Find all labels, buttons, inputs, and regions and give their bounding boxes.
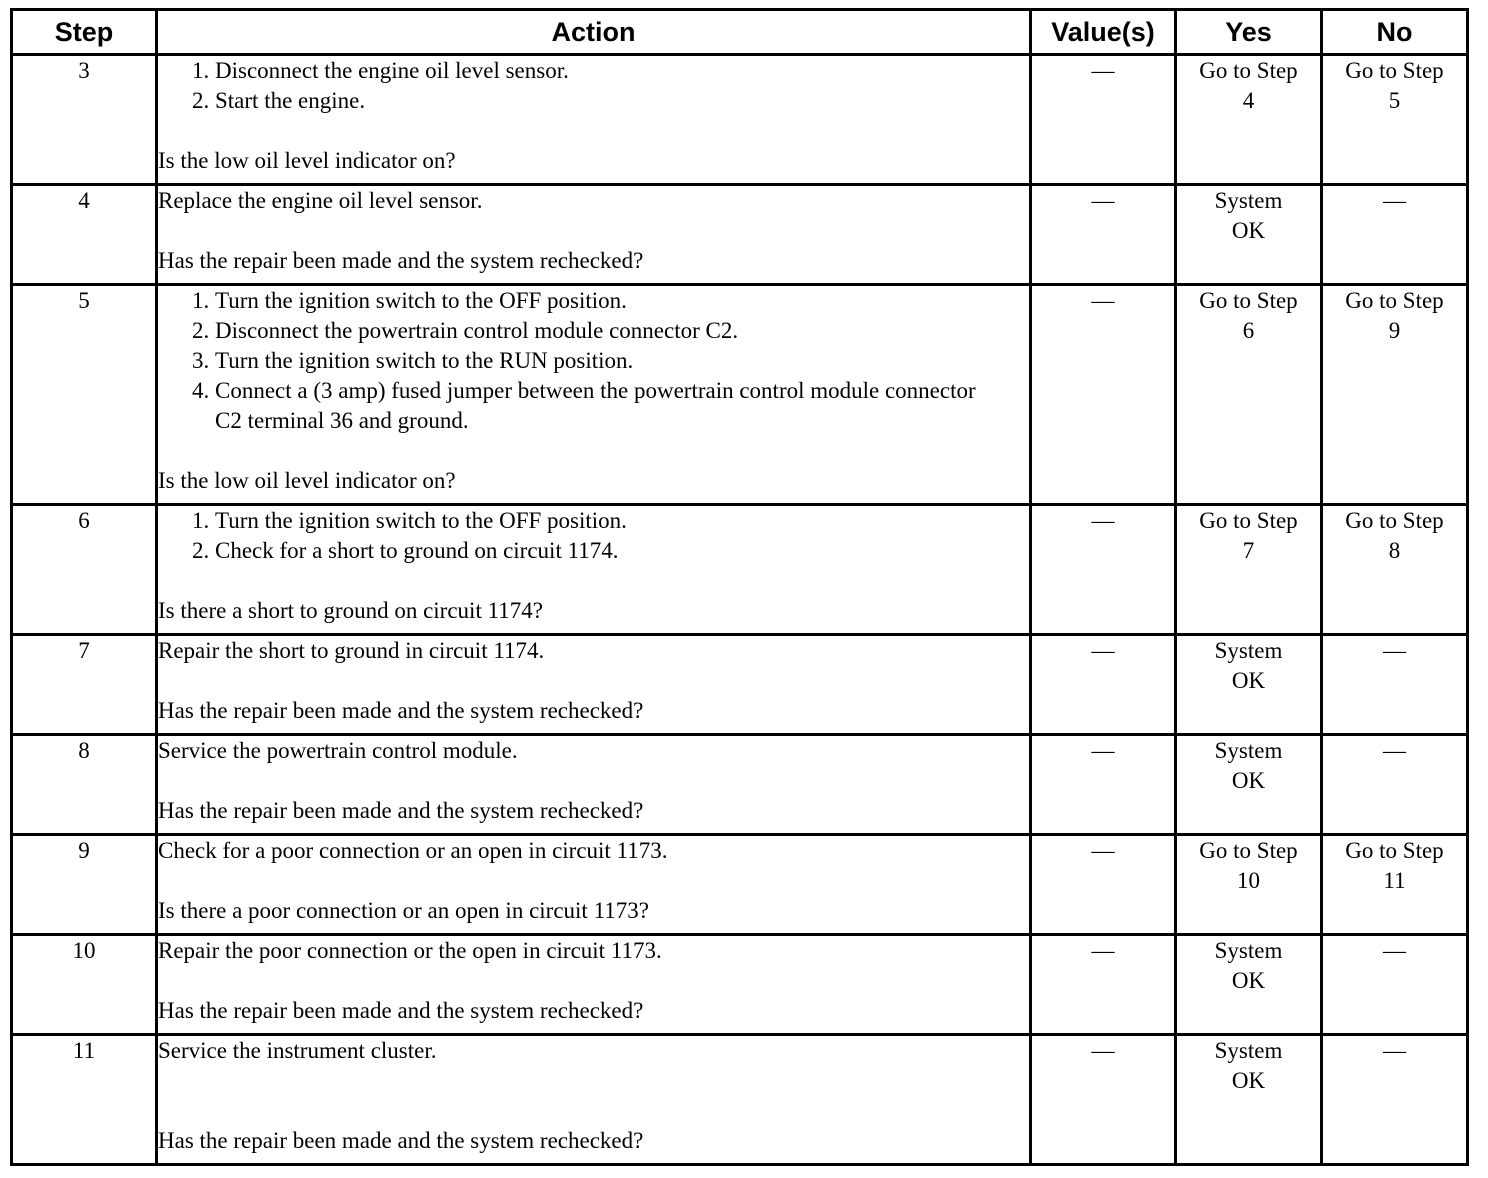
yes-line: System	[1214, 738, 1283, 763]
action-question: Has the repair been made and the system rechecked?	[158, 248, 644, 273]
step-number: 3	[12, 55, 157, 185]
header-row	[12, 10, 1468, 55]
yes-cell	[1176, 935, 1322, 1035]
yes-line: OK	[1231, 668, 1266, 693]
table-row	[12, 735, 1468, 835]
yes-line: Go to Step	[1199, 58, 1298, 83]
no-cell	[1322, 735, 1468, 835]
action-step: 2. Check for a short to ground on circuit 1174.	[215, 536, 1029, 566]
action-question: Is there a poor connection or an open in circuit 1173?	[158, 898, 649, 923]
yes-line: 10	[1237, 868, 1260, 893]
action-question: Has the repair been made and the system rechecked?	[158, 698, 644, 723]
yes-line: 7	[1242, 538, 1255, 563]
value-cell: —	[1031, 735, 1176, 835]
table-row	[12, 505, 1468, 635]
no-line: 5	[1388, 88, 1401, 113]
no-line: —	[1383, 938, 1406, 963]
action-cell	[157, 185, 1031, 285]
action-step: 2. Disconnect the powertrain control module connector C2.	[215, 316, 1029, 346]
action-text: Replace the engine oil level sensor.	[158, 188, 483, 213]
value-cell: —	[1031, 505, 1176, 635]
action-steps	[158, 506, 1029, 566]
value-cell: —	[1031, 835, 1176, 935]
no-cell	[1322, 935, 1468, 1035]
action-cell	[157, 835, 1031, 935]
header-no: No	[1322, 10, 1468, 55]
no-line: Go to Step	[1345, 508, 1444, 533]
table-row	[12, 1035, 1468, 1165]
value-cell: —	[1031, 635, 1176, 735]
yes-cell	[1176, 735, 1322, 835]
no-line: 9	[1388, 318, 1401, 343]
step-number: 6	[12, 505, 157, 635]
action-cell	[157, 735, 1031, 835]
yes-line: Go to Step	[1199, 838, 1298, 863]
value-cell: —	[1031, 1035, 1176, 1165]
no-cell	[1322, 835, 1468, 935]
no-cell	[1322, 635, 1468, 735]
yes-line: Go to Step	[1199, 288, 1298, 313]
action-question: Has the repair been made and the system rechecked?	[158, 1128, 644, 1153]
no-line: Go to Step	[1345, 288, 1444, 313]
no-cell	[1322, 55, 1468, 185]
action-text: Service the powertrain control module.	[158, 738, 518, 763]
no-line: 11	[1383, 868, 1406, 893]
action-step: 4. Connect a (3 amp) fused jumper between the powertrain control module connector C2 terminal 36 and ground.	[215, 376, 1029, 436]
yes-line: System	[1214, 638, 1283, 663]
table-row	[12, 835, 1468, 935]
step-number: 8	[12, 735, 157, 835]
yes-line: 4	[1242, 88, 1255, 113]
value-cell: —	[1031, 935, 1176, 1035]
yes-line: OK	[1231, 768, 1266, 793]
step-number: 5	[12, 285, 157, 505]
action-cell	[157, 935, 1031, 1035]
header-action: Action	[157, 10, 1031, 55]
yes-line: Go to Step	[1199, 508, 1298, 533]
action-question: Has the repair been made and the system rechecked?	[158, 998, 644, 1023]
step-number: 11	[12, 1035, 157, 1165]
yes-line: System	[1214, 1038, 1283, 1063]
header-values: Value(s)	[1031, 10, 1176, 55]
no-line: 8	[1388, 538, 1401, 563]
action-cell	[157, 635, 1031, 735]
action-question: Is the low oil level indicator on?	[158, 148, 456, 173]
action-cell	[157, 285, 1031, 505]
header-step: Step	[12, 10, 157, 55]
yes-line: OK	[1231, 968, 1266, 993]
yes-cell	[1176, 55, 1322, 185]
action-step: 2. Start the engine.	[215, 86, 1029, 116]
yes-line: System	[1214, 938, 1283, 963]
value-cell: —	[1031, 55, 1176, 185]
action-text: Repair the poor connection or the open in circuit 1173.	[158, 938, 662, 963]
table-row	[12, 185, 1468, 285]
table-row	[12, 285, 1468, 505]
value-cell: —	[1031, 285, 1176, 505]
action-question: Is the low oil level indicator on?	[158, 468, 456, 493]
table-row	[12, 635, 1468, 735]
step-number: 9	[12, 835, 157, 935]
no-line: —	[1383, 738, 1406, 763]
action-cell	[157, 505, 1031, 635]
table-row	[12, 55, 1468, 185]
step-number: 4	[12, 185, 157, 285]
no-cell	[1322, 505, 1468, 635]
no-cell	[1322, 285, 1468, 505]
no-line: —	[1383, 188, 1406, 213]
yes-line: OK	[1231, 1068, 1266, 1093]
value-cell: —	[1031, 185, 1176, 285]
action-text: Check for a poor connection or an open in circuit 1173.	[158, 838, 668, 863]
header-yes: Yes	[1176, 10, 1322, 55]
action-text: Repair the short to ground in circuit 1174.	[158, 638, 545, 663]
action-step: 1. Turn the ignition switch to the OFF position.	[215, 286, 1029, 316]
yes-cell	[1176, 835, 1322, 935]
yes-line: OK	[1231, 218, 1266, 243]
yes-cell	[1176, 285, 1322, 505]
diagnostic-table	[10, 8, 1469, 1166]
table-row	[12, 935, 1468, 1035]
action-step: 3. Turn the ignition switch to the RUN position.	[215, 346, 1029, 376]
yes-cell	[1176, 505, 1322, 635]
yes-cell	[1176, 635, 1322, 735]
action-step: 1. Disconnect the engine oil level sensor.	[215, 56, 1029, 86]
yes-cell	[1176, 1035, 1322, 1165]
action-step: 1. Turn the ignition switch to the OFF position.	[215, 506, 1029, 536]
action-cell	[157, 1035, 1031, 1165]
no-line: —	[1383, 638, 1406, 663]
no-cell	[1322, 185, 1468, 285]
action-cell	[157, 55, 1031, 185]
no-line: Go to Step	[1345, 838, 1444, 863]
yes-line: System	[1214, 188, 1283, 213]
action-steps	[158, 286, 1029, 436]
action-steps	[158, 56, 1029, 116]
step-number: 7	[12, 635, 157, 735]
action-text: Service the instrument cluster.	[158, 1038, 437, 1063]
action-question: Has the repair been made and the system rechecked?	[158, 798, 644, 823]
no-line: Go to Step	[1345, 58, 1444, 83]
yes-cell	[1176, 185, 1322, 285]
step-number: 10	[12, 935, 157, 1035]
no-line: —	[1383, 1038, 1406, 1063]
yes-line: 6	[1242, 318, 1255, 343]
no-cell	[1322, 1035, 1468, 1165]
action-question: Is there a short to ground on circuit 1174?	[158, 598, 543, 623]
